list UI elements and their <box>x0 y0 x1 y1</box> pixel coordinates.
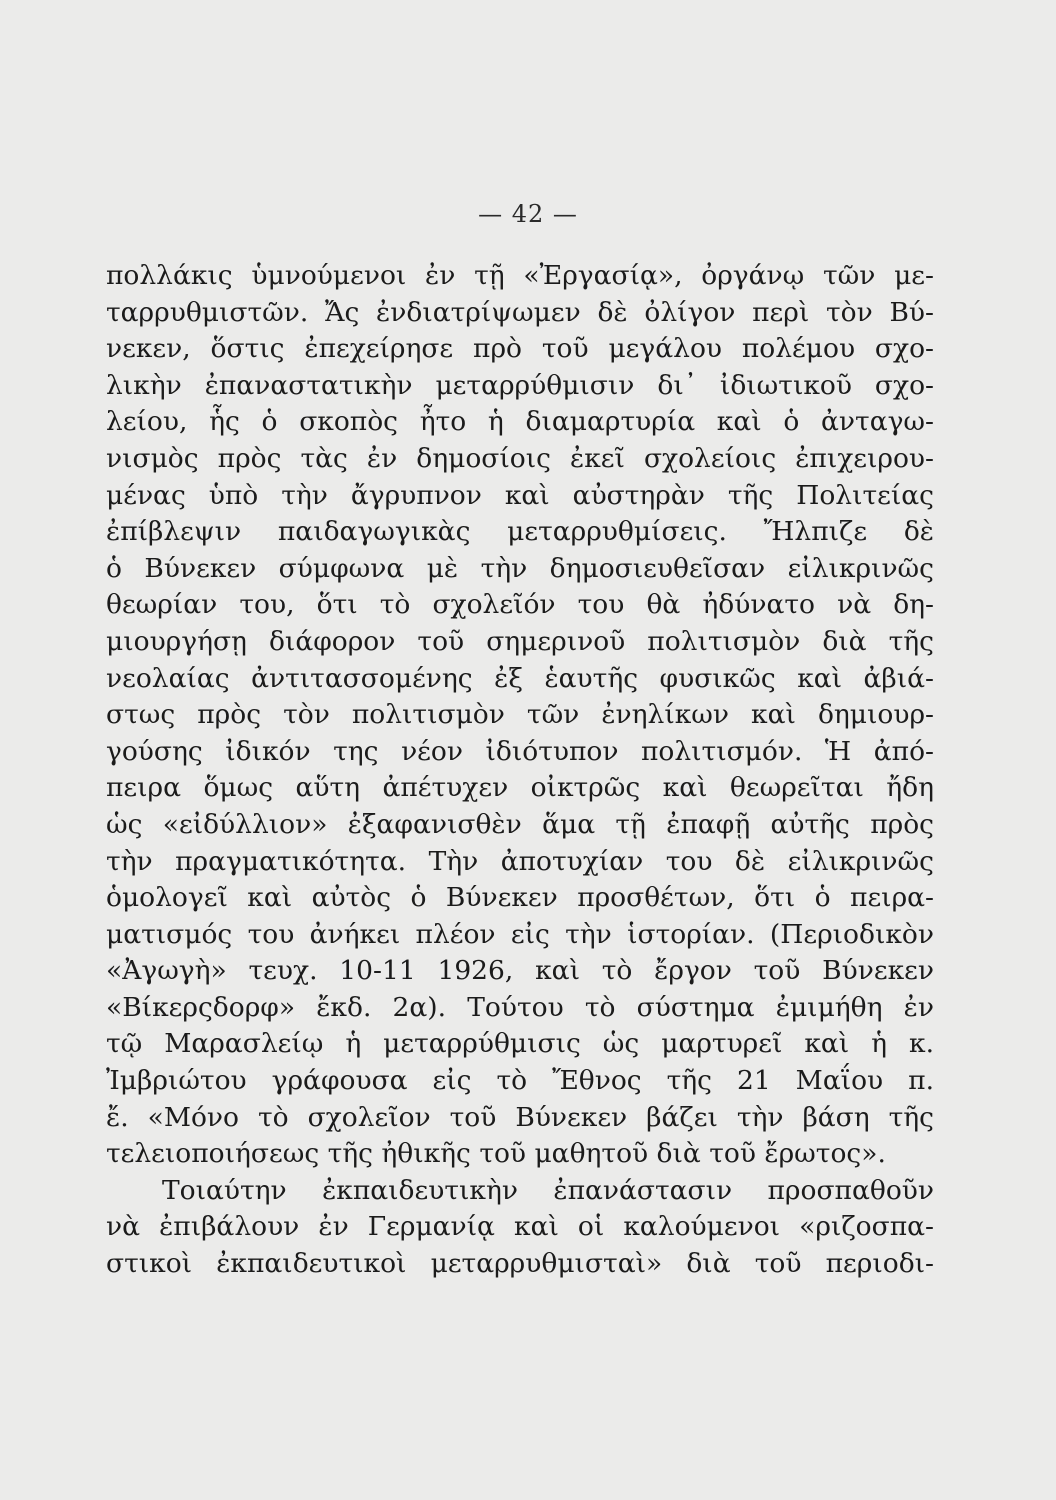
text-line: πειρα ὅμως αὕτη ἀπέτυχεν οἰκτρῶς καὶ θεωρεῖται ἤδη <box>106 772 934 804</box>
paragraph-start-line: Τοιαύτην ἐκπαιδευτικὴν ἐπανάστασιν προσπαθοῦν <box>162 1174 934 1206</box>
text-line: ὁ Βύνεκεν σύμφωνα μὲ τὴν δημοσιευθεῖσαν εἰλικρινῶς <box>106 552 934 584</box>
text-line: νισμὸς πρὸς τὰς ἐν δημοσίοις ἐκεῖ σχολείοις ἐπιχειρου- <box>106 442 934 474</box>
text-line: λείου, ἧς ὁ σκοπὸς ἦτο ἡ διαμαρτυρία καὶ ὁ ἀνταγω- <box>106 406 934 438</box>
text-line: τὴν πραγματικότητα. Τὴν ἀποτυχίαν του δὲ εἰλικρινῶς <box>106 845 934 877</box>
text-line: «Ἀγωγὴ» τευχ. 10-11 1926, καὶ τὸ ἔργον τοῦ Βύνεκεν <box>106 955 934 987</box>
text-line: στως πρὸς τὸν πολιτισμὸν τῶν ἐνηλίκων καὶ δημιουρ- <box>106 699 934 731</box>
text-line: ὡς «εἰδύλλιον» ἐξαφανισθὲν ἅμα τῇ ἐπαφῇ αὐτῆς πρὸς <box>106 808 934 840</box>
text-line: «Βίκερςδορφ» ἔκδ. 2α). Τούτου τὸ σύστημα ἐμιμήθη ἐν <box>106 991 934 1023</box>
text-line: ταρρυθμιστῶν. Ἄς ἐνδιατρίψωμεν δὲ ὀλίγον περὶ τὸν Βύ- <box>106 296 934 328</box>
text-line: ὁμολογεῖ καὶ αὐτὸς ὁ Βύνεκεν προσθέτων, ὅτι ὁ πειρα- <box>106 882 934 914</box>
text-line: νεολαίας ἀντιτασσομένης ἐξ ἑαυτῆς φυσικῶς καὶ ἀβιά- <box>106 662 934 694</box>
text-line: ματισμός του ἀνήκει πλέον εἰς τὴν ἱστορίαν. (Περιοδικὸν <box>106 918 934 950</box>
text-line: στικοὶ ἐκπαιδευτικοὶ μεταρρυθμισταὶ» διὰ τοῦ περιοδι- <box>106 1248 934 1280</box>
text-line: νεκεν, ὅστις ἐπεχείρησε πρὸ τοῦ μεγάλου πολέμου σχο- <box>106 333 934 365</box>
paragraph-end-line: τελειοποιήσεως τῆς ἠθικῆς τοῦ μαθητοῦ διὰ τοῦ ἔρωτος». <box>106 1138 886 1170</box>
page-number: — 42 — <box>478 200 578 228</box>
body-text <box>106 258 934 1283</box>
text-line: θεωρίαν του, ὅτι τὸ σχολεῖόν του θὰ ἠδύνατο νὰ δη- <box>106 589 934 621</box>
text-line: τῷ Μαρασλείῳ ἡ μεταρρύθμισις ὡς μαρτυρεῖ καὶ ἡ κ. <box>106 1028 934 1060</box>
text-line: ἐπίβλεψιν παιδαγωγικὰς μεταρρυθμίσεις. Ἤλπιζε δὲ <box>106 516 934 548</box>
text-line: ἔ. «Μόνο τὸ σχολεῖον τοῦ Βύνεκεν βάζει τὴν βάση τῆς <box>106 1101 934 1133</box>
text-line: γούσης ἰδικόν της νέον ἰδιότυπον πολιτισμόν. Ἡ ἀπό- <box>106 735 934 767</box>
text-line: πολλάκις ὑμνούμενοι ἐν τῇ «Ἐργασίᾳ», ὀργάνῳ τῶν με- <box>106 260 934 291</box>
text-line: Ἰμβριώτου γράφουσα εἰς τὸ Ἔθνος τῆς 21 Μαΐου π. <box>106 1065 934 1097</box>
text-line: λικὴν ἐπαναστατικὴν μεταρρύθμισιν δι᾽ ἰδιωτικοῦ σχο- <box>106 369 934 401</box>
text-line: νὰ ἐπιβάλουν ἐν Γερμανίᾳ καὶ οἱ καλούμενοι «ριζοσπα- <box>106 1211 934 1243</box>
text-line: μένας ὑπὸ τὴν ἄγρυπνον καὶ αὐστηρὰν τῆς Πολιτείας <box>106 479 934 511</box>
text-line: μιουργήσῃ διάφορον τοῦ σημερινοῦ πολιτισμὸν διὰ τῆς <box>106 625 934 657</box>
